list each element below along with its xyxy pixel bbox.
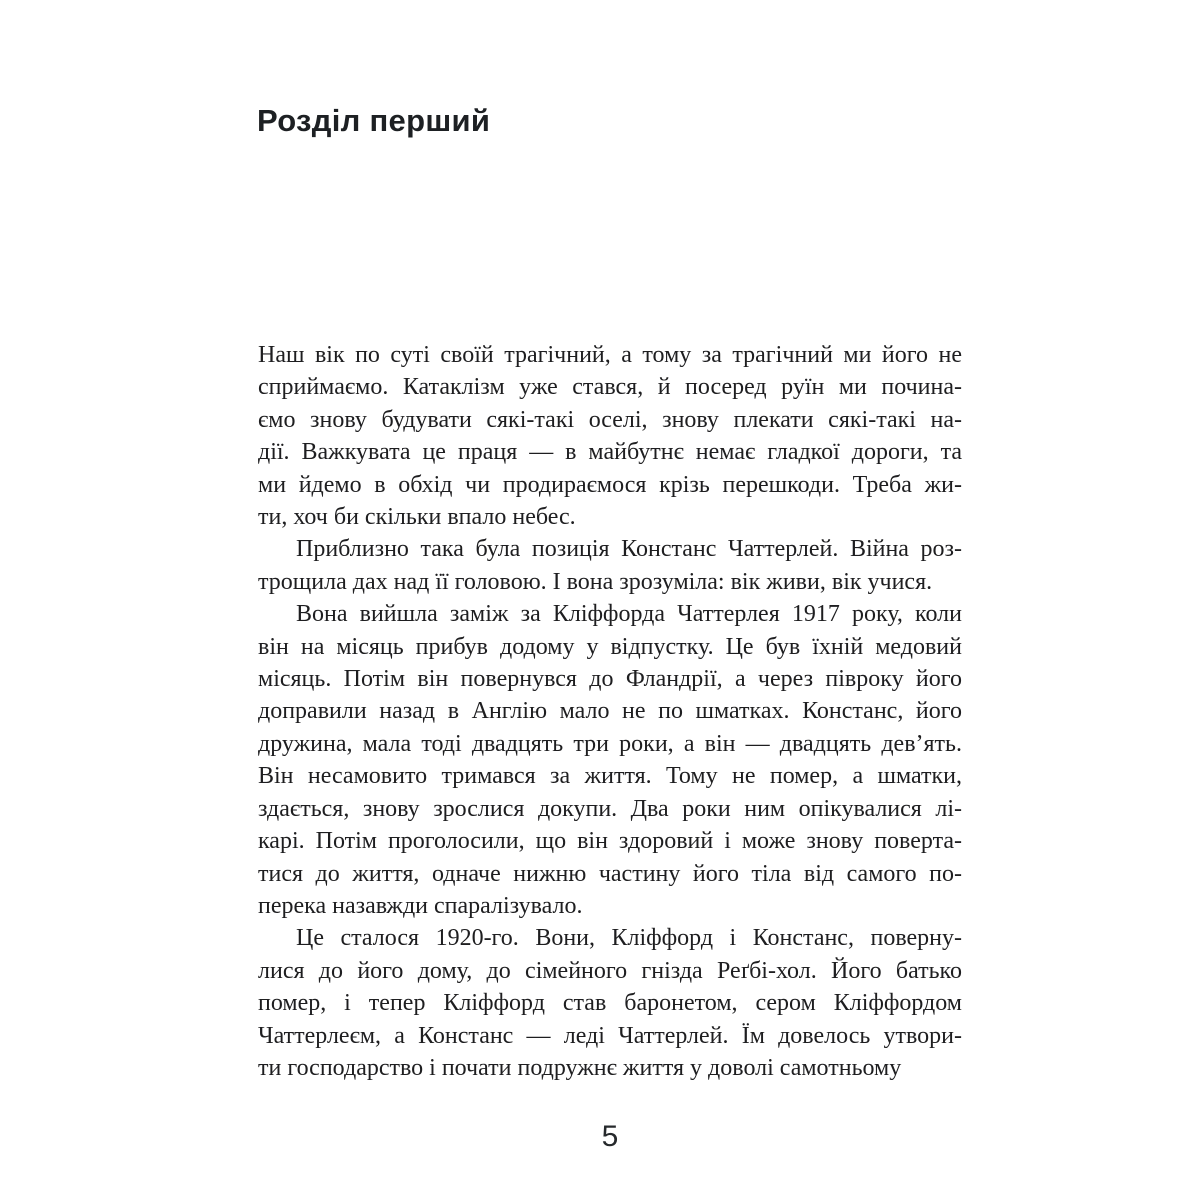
text-line: карі. Потім проголосили, що він здоровий і може знову поверта- [258, 828, 962, 855]
text-line: Чаттерлеєм, а Констанс — леді Чаттерлей. Їм довелось утвори- [258, 1022, 962, 1049]
paragraph [258, 339, 962, 533]
text-line: лися до його дому, до сімейного гнізда Реґбі-хол. Його батько [258, 957, 962, 984]
text-line: перека назавжди спаралізувало. [258, 892, 583, 919]
paragraph [258, 922, 962, 1084]
text-line: ти, хоч би скільки впало небес. [258, 504, 576, 531]
text-block [258, 339, 962, 1084]
text-line: дії. Важкувата це праця — в майбутнє немає гладкої дороги, та [258, 439, 962, 466]
text-line: ми йдемо в обхід чи продираємося крізь перешкоди. Треба жи- [258, 471, 962, 498]
text-line: дружина, мала тоді двадцять три роки, а він — двадцять дев’ять. [258, 730, 962, 757]
text-line: ємо знову будувати сякі-такі оселі, знову плекати сякі-такі на- [258, 406, 962, 433]
text-line: Наш вік по суті своїй трагічний, а тому за трагічний ми його не [258, 342, 962, 368]
text-line: Вона вийшла заміж за Кліффорда Чаттерлея 1917 року, коли [296, 601, 962, 628]
text-line: здається, знову зрослися докупи. Два роки ним опікувалися лі- [258, 795, 962, 822]
text-line: він на місяць прибув додому у відпустку. Це був їхній медовий [258, 633, 962, 660]
text-line: помер, і тепер Кліффорд став баронетом, сером Кліффордом [258, 990, 962, 1017]
text-line: трощила дах над її головою. І вона зрозуміла: вік живи, вік учися. [258, 568, 933, 595]
text-line: Приблизно така була позиція Констанс Чаттерлей. Війна роз- [296, 536, 962, 563]
chapter-heading: Розділ перший [257, 103, 491, 138]
page-number: 5 [601, 1120, 619, 1153]
text-line: ти господарство і почати подружнє життя у доволі самотньому [258, 1054, 902, 1081]
text-line: Він несамовито тримався за життя. Тому не помер, а шматки, [258, 763, 962, 790]
text-line: сприймаємо. Катаклізм уже стався, й посеред руїн ми почина- [258, 374, 962, 401]
text-line: доправили назад в Англію мало не по шматках. Констанс, його [258, 698, 962, 725]
paragraph [258, 533, 962, 598]
text-line: тися до життя, одначе нижню частину його тіла від самого по- [258, 860, 962, 887]
paragraph [258, 598, 962, 922]
text-line: місяць. Потім він повернувся до Фландрії, а через півроку його [258, 666, 962, 693]
text-line: Це сталося 1920-го. Вони, Кліффорд і Констанс, поверну- [296, 925, 962, 952]
